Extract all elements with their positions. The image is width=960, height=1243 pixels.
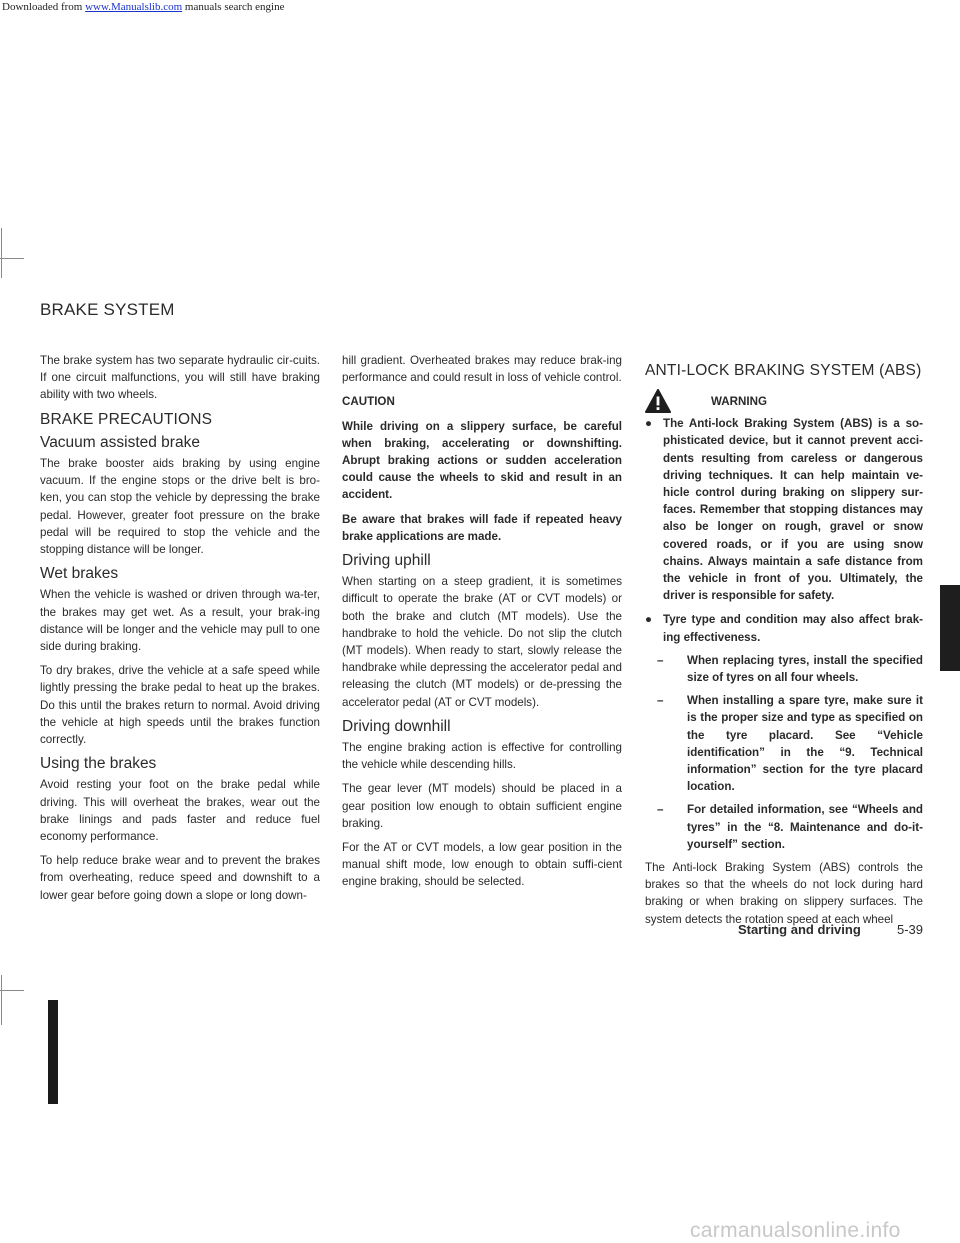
footer-bar [48,1000,58,1104]
intro-paragraph: The brake system has two separate hydraulic cir-cuits. If one circuit malfunctions, you will still have braking ability with two wheels. [40,354,320,402]
dash-icon: – [657,803,664,817]
caution-label: CAUTION [342,395,395,409]
dash-icon: – [657,653,664,667]
sub-item-2 [657,692,923,795]
using-brakes-heading: Using the brakes [40,755,157,773]
column-2 [342,352,622,898]
watermark: carmanualsonline.info [690,1219,901,1242]
sub-item-3-text: For detailed information, see “Wheels and tyres” in the “8. Maintenance and do-it-yourself” section. [687,803,923,851]
bullet-1-text: The Anti-lock Braking System (ABS) is a so-phisticated device, but it cannot prevent acci-dents resulting from careless or dangerous driving techniques. It can help maintain ve-hicle control during braking on slippery sur-faces. Remember that stopping distances may also be longer on rough, gravel or snow covered roads, or if you are using snow chains. Always maintain a safe distance from the vehicle in front of you. Ultimately, the driver is responsible for safety. [663,417,923,603]
footer-page-number: 5-39 [897,922,924,937]
banner-prefix: Downloaded from [2,1,83,13]
crop-mark-top-h [0,258,24,259]
abs-heading: ANTI-LOCK BRAKING SYSTEM (ABS) [645,362,922,379]
crop-mark-top [1,228,2,278]
caution-paragraph-2: Be aware that brakes will fade if repeated heavy brake applications are made. [342,512,622,543]
banner-suffix: manuals search engine [184,1,285,13]
vacuum-brake-heading: Vacuum assisted brake [40,433,200,451]
column-3 [645,352,923,935]
warning-icon [645,389,671,413]
bullet-icon: ● [645,417,653,431]
wet-brakes-heading: Wet brakes [40,565,119,583]
crop-mark-bottom-h [0,990,24,991]
footer-chapter: Starting and driving [738,922,861,937]
driving-uphill-paragraph: When starting on a steep gradient, it is sometimes difficult to operate the brake (AT or CVT models) or both the brake and clutch (MT models). Use the handbrake to hold the vehicle. Do not slip the clutch (MT models). When ready to start, slowly release the handbrake while depressing the accelerator pedal and releasing the clutch (MT models) or de-pressing the accelerator pedal (AT or CVT models). [342,575,622,709]
sub-item-2-text: When installing a spare tyre, make sure it is the proper size and type as specified on the tyre placard. See “Vehicle identification” in the “9. Technical information” section for the tyre placard location. [687,694,923,794]
warning-bullet-1 [645,415,923,604]
column-1 [40,352,320,911]
using-brakes-paragraph-2: To help reduce brake wear and to prevent the brakes from overheating, reduce speed and downshift to a lower gear before going down a slope or long down- [40,854,320,902]
crop-mark-bottom [1,975,2,1025]
chapter-tab [940,585,960,671]
vacuum-brake-paragraph: The brake booster aids braking by using engine vacuum. If the engine stops or the drive belt is bro-ken, you can stop the vehicle by depressing the brake pedal. However, greater foot pressure on the brake pedal will be required to stop the vehicle and the stopping distance will be longer. [40,457,320,557]
warning-bullet-2 [645,611,923,645]
continued-paragraph: hill gradient. Overheated brakes may reduce brak-ing performance and could result in loss of vehicle control. [342,354,622,385]
driving-downhill-heading: Driving downhill [342,717,451,735]
wet-brakes-paragraph-2: To dry brakes, drive the vehicle at a safe speed while lightly pressing the brake pedal to heat up the brakes. Do this until the brakes return to normal. Avoid driving the vehicle at high speeds until the brakes function correctly. [40,664,320,747]
abs-paragraph: The Anti-lock Braking System (ABS) controls the brakes so that the wheels do not lock during hard braking or when braking on slippery surfaces. The system detects the rotation speed at each wheel [645,861,923,926]
warning-label: WARNING [711,395,768,409]
sub-item-1 [657,652,923,686]
bullet-2-text: Tyre type and condition may also affect brak-ing effectiveness. [663,613,923,644]
section-title: BRAKE SYSTEM [40,300,175,319]
dash-icon: – [657,694,664,708]
caution-paragraph-1: While driving on a slippery surface, be careful when braking, accelerating or downshifting. Abrupt braking actions or sudden acceleration could cause the wheels to skid and result in an accident. [342,419,622,502]
warning-header [645,389,923,415]
download-banner [2,1,284,13]
sub-item-3 [657,801,923,853]
sub-item-1-text: When replacing tyres, install the specified size of tyres on all four wheels. [687,653,923,685]
driving-downhill-paragraph-3: For the AT or CVT models, a low gear position in the manual shift mode, low enough to obtain suffi-cient engine braking, should be selected. [342,841,622,889]
manualslib-link[interactable]: www.Manualslib.com [85,1,183,13]
using-brakes-paragraph-1: Avoid resting your foot on the brake pedal while driving. This will overheat the brakes, wear out the brake linings and pads faster and reduce fuel economy performance. [40,778,320,844]
wet-brakes-paragraph-1: When the vehicle is washed or driven through wa-ter, the brakes may get wet. As a result, your brak-ing distance will be longer and the vehicle may pull to one side during braking. [40,588,320,654]
driving-downhill-paragraph-1: The engine braking action is effective for controlling the vehicle while descending hills. [342,741,622,772]
bullet-icon: ● [645,613,653,627]
driving-downhill-paragraph-2: The gear lever (MT models) should be placed in a gear position low enough to obtain sufficient engine braking. [342,782,622,830]
brake-precautions-heading: BRAKE PRECAUTIONS [40,410,213,428]
driving-uphill-heading: Driving uphill [342,552,431,570]
